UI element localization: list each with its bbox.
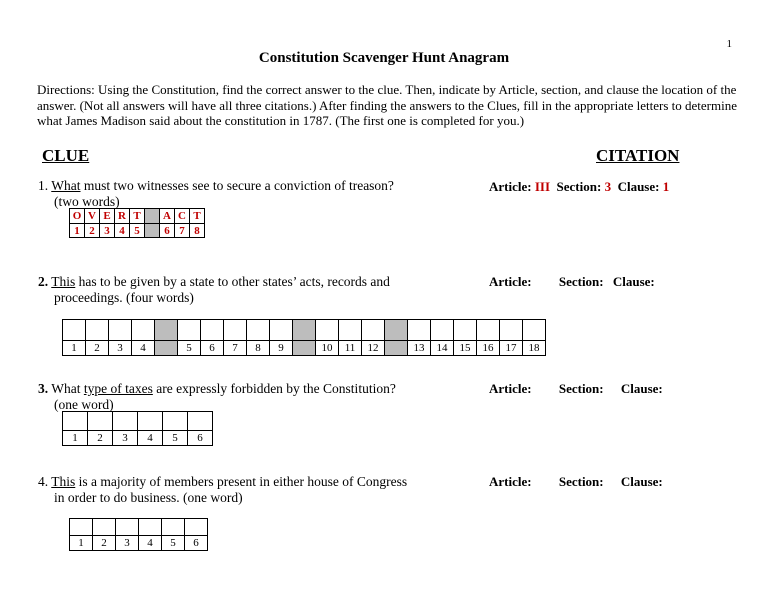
section-label: Section:	[558, 381, 604, 396]
citation-4	[489, 474, 663, 490]
number-cell: 9	[270, 341, 293, 356]
number-cell: 2	[93, 536, 116, 551]
citation-2	[489, 274, 655, 290]
answer-grid-2	[62, 319, 546, 356]
number-cell: 2	[85, 224, 100, 238]
question-text-line2: in order to do business. (one word)	[54, 490, 243, 505]
number-cell: 6	[160, 224, 175, 238]
number-cell	[155, 341, 178, 356]
number-cell: 6	[185, 536, 208, 551]
answer-letter-cell	[145, 209, 160, 224]
question-keyword: type of taxes	[83, 381, 153, 396]
section-value: 3	[604, 179, 612, 194]
question-text: must two witnesses see to secure a conviction of treason?	[80, 178, 394, 193]
answer-letter-cell: R	[115, 209, 130, 224]
number-cell	[293, 341, 316, 356]
letter-blank-cell	[185, 519, 208, 536]
section-label: Section:	[556, 179, 602, 194]
letter-blank-cell	[178, 320, 201, 341]
letter-blank-cell	[454, 320, 477, 341]
answer-letter-cell: T	[130, 209, 145, 224]
question-keyword: This	[51, 474, 76, 489]
letter-blank-cell	[70, 519, 93, 536]
question-hint: (one word)	[54, 397, 114, 412]
question-text: are expressly forbidden by the Constitution?	[152, 381, 396, 396]
question-text-line2: proceedings. (four words)	[54, 290, 194, 305]
number-cell: 3	[100, 224, 115, 238]
number-cell	[145, 224, 160, 238]
letter-blank-cell	[316, 320, 339, 341]
letter-blank-cell	[500, 320, 523, 341]
letter-blank-cell	[293, 320, 316, 341]
letter-blank-cell	[162, 519, 185, 536]
letter-blank-cell	[138, 412, 163, 431]
number-cell: 4	[132, 341, 155, 356]
question-number: 2.	[38, 274, 49, 289]
number-cell: 11	[339, 341, 362, 356]
letter-blank-cell	[224, 320, 247, 341]
clause-label: Clause:	[612, 274, 655, 289]
question-keyword: What	[51, 178, 81, 193]
question-3	[38, 381, 458, 413]
answer-grid-4	[69, 518, 208, 551]
question-text: is a majority of members present in either house of Congress	[75, 474, 408, 489]
number-cell	[385, 341, 408, 356]
question-1	[38, 178, 458, 210]
letter-blank-cell	[270, 320, 293, 341]
number-cell: 5	[162, 536, 185, 551]
letter-blank-cell	[155, 320, 178, 341]
number-cell: 3	[109, 341, 132, 356]
section-label: Section:	[558, 274, 604, 289]
number-cell: 3	[113, 431, 138, 446]
number-cell: 6	[201, 341, 224, 356]
letter-blank-cell	[132, 320, 155, 341]
letter-blank-cell	[163, 412, 188, 431]
article-value: III	[534, 179, 551, 194]
number-cell: 2	[86, 341, 109, 356]
letter-blank-cell	[477, 320, 500, 341]
citation-1	[489, 179, 669, 195]
letter-blank-cell	[116, 519, 139, 536]
number-cell: 16	[477, 341, 500, 356]
article-label: Article:	[489, 274, 532, 289]
number-cell: 4	[115, 224, 130, 238]
letter-blank-cell	[188, 412, 213, 431]
letter-blank-cell	[339, 320, 362, 341]
question-text-pre: What	[48, 381, 84, 396]
letter-blank-cell	[431, 320, 454, 341]
clause-value: 1	[662, 179, 670, 194]
letter-blank-cell	[523, 320, 546, 341]
letter-blank-cell	[408, 320, 431, 341]
answer-letter-cell: A	[160, 209, 175, 224]
clue-header: CLUE	[42, 146, 90, 165]
number-cell: 7	[224, 341, 247, 356]
answer-letter-cell: V	[85, 209, 100, 224]
number-cell: 8	[190, 224, 205, 238]
citation-3	[489, 381, 663, 397]
article-label: Article:	[489, 381, 532, 396]
number-cell: 10	[316, 341, 339, 356]
letter-blank-cell	[385, 320, 408, 341]
question-4	[38, 474, 458, 506]
page-title: Constitution Scavenger Hunt Anagram	[258, 50, 510, 66]
letter-blank-cell	[247, 320, 270, 341]
answer-grid-3	[62, 411, 213, 446]
number-cell: 15	[454, 341, 477, 356]
letter-blank-cell	[63, 412, 88, 431]
number-cell: 1	[70, 224, 85, 238]
question-number: 4.	[38, 474, 49, 489]
letter-blank-cell	[201, 320, 224, 341]
answer-letter-cell: E	[100, 209, 115, 224]
article-label: Article:	[489, 179, 532, 194]
letter-blank-cell	[63, 320, 86, 341]
question-text: has to be given by a state to other states’ acts, records and	[75, 274, 390, 289]
letter-blank-cell	[113, 412, 138, 431]
number-cell: 5	[130, 224, 145, 238]
question-number: 3.	[38, 381, 49, 396]
page-number: 1	[726, 38, 732, 50]
number-cell: 18	[523, 341, 546, 356]
number-cell: 1	[63, 431, 88, 446]
number-cell: 5	[163, 431, 188, 446]
citation-header: CITATION	[596, 146, 680, 165]
number-cell: 6	[188, 431, 213, 446]
answer-letter-cell: O	[70, 209, 85, 224]
letter-blank-cell	[86, 320, 109, 341]
number-cell: 2	[88, 431, 113, 446]
clause-label: Clause:	[620, 474, 663, 489]
number-cell: 13	[408, 341, 431, 356]
question-keyword: This	[51, 274, 76, 289]
number-cell: 4	[139, 536, 162, 551]
letter-blank-cell	[93, 519, 116, 536]
letter-blank-cell	[362, 320, 385, 341]
number-cell: 12	[362, 341, 385, 356]
number-cell: 4	[138, 431, 163, 446]
answer-letter-cell: T	[190, 209, 205, 224]
letter-blank-cell	[88, 412, 113, 431]
question-hint: (two words)	[54, 194, 120, 209]
letter-blank-cell	[139, 519, 162, 536]
letter-blank-cell	[109, 320, 132, 341]
number-cell: 7	[175, 224, 190, 238]
number-cell: 14	[431, 341, 454, 356]
article-label: Article:	[489, 474, 532, 489]
question-2	[38, 274, 458, 306]
number-cell: 3	[116, 536, 139, 551]
number-cell: 8	[247, 341, 270, 356]
number-cell: 1	[63, 341, 86, 356]
answer-grid-1	[69, 208, 205, 238]
clause-label: Clause:	[617, 179, 660, 194]
number-cell: 17	[500, 341, 523, 356]
number-cell: 5	[178, 341, 201, 356]
question-number: 1.	[38, 178, 49, 193]
directions-text: Directions: Using the Constitution, find the correct answer to the clue. Then, indicate by Article, section, and clause the location of the answer. (Not all answers will have all three citations.) After finding the answers to the Clues, fill in the appropriate letters to determine what James Madison said about the constitution in 1787. (The first one is completed for you.)	[37, 82, 737, 128]
answer-letter-cell: C	[175, 209, 190, 224]
clause-label: Clause:	[620, 381, 663, 396]
section-label: Section:	[558, 474, 604, 489]
number-cell: 1	[70, 536, 93, 551]
